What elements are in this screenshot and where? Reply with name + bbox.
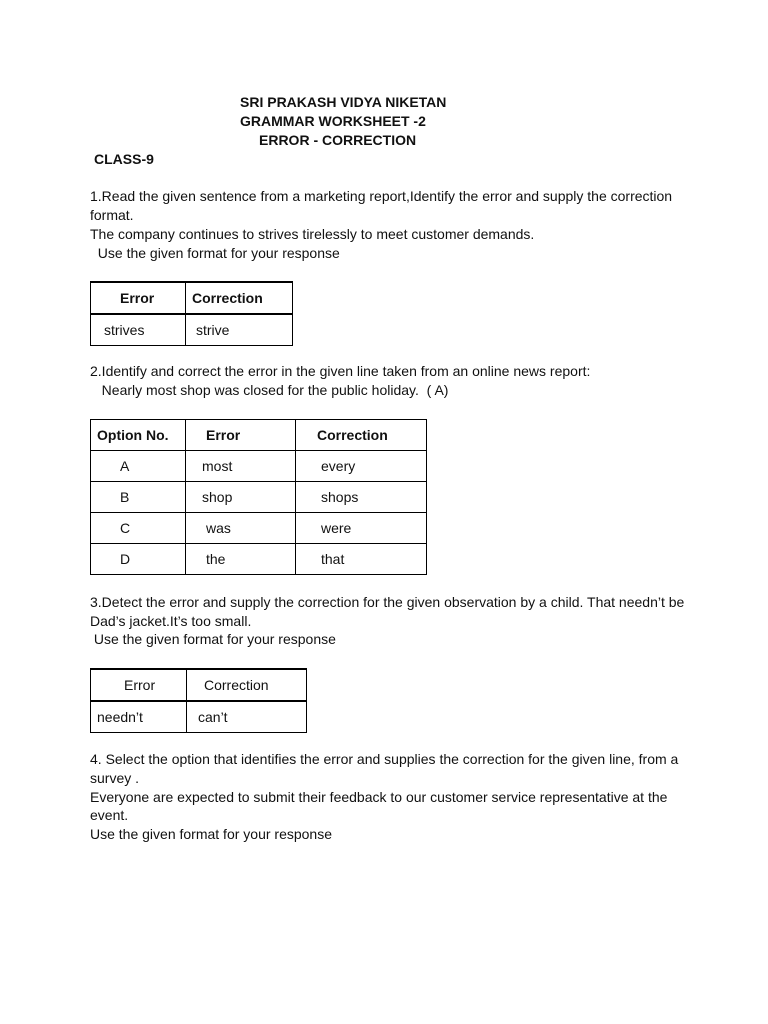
worksheet-title: GRAMMAR WORKSHEET -2 — [240, 113, 426, 129]
q2-table — [90, 419, 427, 575]
q1-header-correction: Correction — [186, 282, 293, 314]
q1-line-4: Use the given format for your response — [90, 245, 340, 261]
q1-cell-correction: strive — [186, 314, 293, 346]
table-row — [91, 314, 293, 346]
q2-cell-option: B — [91, 482, 186, 513]
q1-cell-error: strives — [91, 314, 186, 346]
q3-cell-error: needn’t — [91, 701, 187, 733]
q2-header-correction: Correction — [296, 420, 427, 451]
q3-header-correction: Correction — [187, 669, 307, 701]
table-row — [91, 451, 427, 482]
q2-cell-error: most — [186, 451, 296, 482]
school-name: SRI PRAKASH VIDYA NIKETAN — [240, 94, 447, 110]
q3-header-error: Error — [91, 669, 187, 701]
q2-table-header — [91, 420, 427, 451]
q1-line-1: 1.Read the given sentence from a marketing report,Identify the error and supply the correction — [90, 188, 673, 204]
table-row — [91, 482, 427, 513]
q3-line-3: Use the given format for your response — [90, 631, 336, 647]
table-row — [91, 544, 427, 575]
q1-table-header — [91, 282, 293, 314]
table-row — [91, 701, 307, 733]
q2-cell-error: was — [186, 513, 296, 544]
q3-line-2: Dad’s jacket.It’s too small. — [90, 613, 252, 629]
q4-line-5: Use the given format for your response — [90, 826, 333, 842]
q3-table-header — [91, 669, 307, 701]
q2-cell-error: shop — [186, 482, 296, 513]
q2-line-1: 2.Identify and correct the error in the given line taken from an online news report: — [90, 363, 591, 379]
q2-cell-option: D — [91, 544, 186, 575]
q2-header-error: Error — [186, 420, 296, 451]
q2-cell-correction: every — [296, 451, 427, 482]
table-row — [91, 513, 427, 544]
q2-cell-error: the — [186, 544, 296, 575]
q2-cell-correction: were — [296, 513, 427, 544]
q3-line-1: 3.Detect the error and supply the correction for the given observation by a child. That needn’t be — [90, 594, 685, 610]
q1-line-3: The company continues to strives tirelessly to meet customer demands. — [90, 226, 535, 242]
q1-line-2: format. — [90, 207, 134, 223]
q2-cell-correction: that — [296, 544, 427, 575]
q3-table — [90, 668, 307, 733]
class-label: CLASS-9 — [94, 151, 154, 167]
worksheet-topic: ERROR - CORRECTION — [259, 132, 417, 148]
q4-line-3: Everyone are expected to submit their feedback to our customer service representative at the — [90, 789, 668, 805]
q2-cell-correction: shops — [296, 482, 427, 513]
q3-cell-correction: can’t — [187, 701, 307, 733]
q2-cell-option: A — [91, 451, 186, 482]
q4-line-4: event. — [90, 807, 129, 823]
q4-line-2: survey . — [90, 770, 140, 786]
q1-table — [90, 281, 293, 346]
q2-cell-option: C — [91, 513, 186, 544]
q4-line-1: 4. Select the option that identifies the error and supplies the correction for the given line, from a — [90, 751, 679, 767]
q1-header-error: Error — [91, 282, 186, 314]
q2-header-option: Option No. — [91, 420, 186, 451]
q2-line-2: Nearly most shop was closed for the public holiday. ( A) — [90, 382, 449, 398]
